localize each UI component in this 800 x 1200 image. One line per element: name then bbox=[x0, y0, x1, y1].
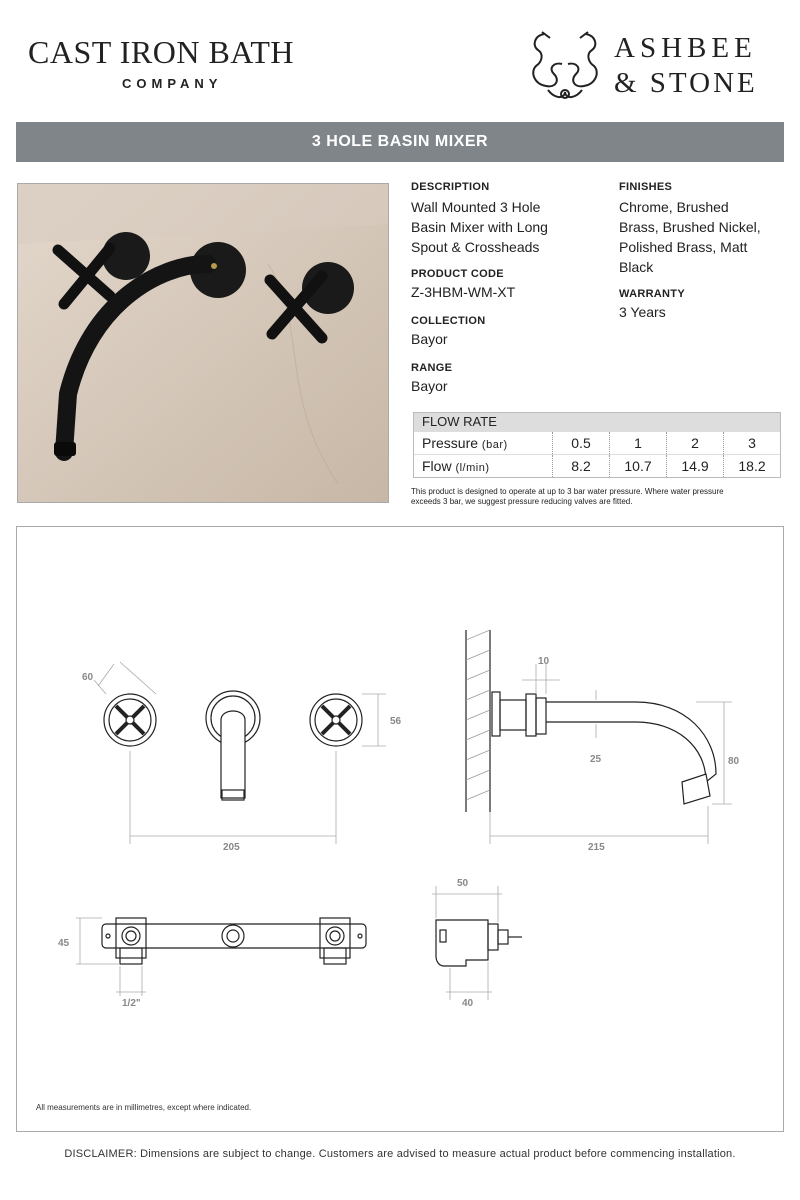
flow-rate-note bbox=[411, 487, 791, 507]
disclaimer-text: DISCLAIMER: Dimensions are subject to change. Customers are advised to measure actual product before commencing installation. bbox=[64, 1148, 736, 1160]
flow-label: Flow bbox=[422, 458, 452, 474]
pressure-unit: (bar) bbox=[481, 439, 508, 451]
measurement-note: All measurements are in millimetres, except where indicated. bbox=[36, 1103, 252, 1112]
flow-value: 18.2 bbox=[723, 455, 780, 477]
warranty-block bbox=[619, 288, 685, 322]
pressure-label-cell bbox=[414, 432, 552, 454]
collection-value: Bayor bbox=[411, 331, 448, 347]
description-label: DESCRIPTION bbox=[411, 181, 490, 193]
finishes-label: FINISHES bbox=[619, 181, 673, 193]
product-code-block bbox=[411, 268, 515, 302]
product-title-bar: 3 HOLE BASIN MIXER bbox=[16, 122, 784, 162]
description-line-1: Wall Mounted 3 Hole bbox=[411, 199, 541, 215]
collection-block bbox=[411, 315, 486, 349]
pressure-label: Pressure bbox=[422, 435, 479, 451]
flow-rate-table bbox=[413, 412, 781, 478]
brand-title-left: CAST IRON BATH bbox=[28, 34, 294, 70]
dim-handle-diameter: 60 bbox=[82, 672, 94, 683]
flow-label-cell bbox=[414, 455, 552, 477]
pressure-value: 3 bbox=[723, 432, 780, 454]
range-block bbox=[411, 362, 452, 396]
pressure-value: 1 bbox=[609, 432, 666, 454]
range-label: RANGE bbox=[411, 362, 453, 374]
flow-value: 14.9 bbox=[666, 455, 723, 477]
brand-title-right-line2: & STONE bbox=[614, 67, 758, 99]
dim-body-inner: 40 bbox=[462, 998, 474, 1009]
product-code-label: PRODUCT CODE bbox=[411, 268, 504, 280]
finishes-line-4: Black bbox=[619, 259, 654, 275]
collection-label: COLLECTION bbox=[411, 315, 486, 327]
pressure-value: 0.5 bbox=[552, 432, 609, 454]
flow-note-line-2: exceeds 3 bar, we suggest pressure reducing valves are fitted. bbox=[411, 497, 633, 506]
dim-inlet-size: 1/2" bbox=[122, 998, 141, 1009]
dim-body-depth: 50 bbox=[457, 878, 469, 889]
flow-value: 10.7 bbox=[609, 455, 666, 477]
dim-spout-projection: 215 bbox=[588, 842, 605, 853]
description-line-2: Basin Mixer with Long bbox=[411, 219, 548, 235]
technical-drawing bbox=[16, 526, 784, 1132]
warranty-value: 3 Years bbox=[619, 304, 666, 320]
dim-spout-drop: 80 bbox=[728, 756, 740, 767]
dim-body-height: 45 bbox=[58, 938, 70, 949]
brand-title-right-line1: ASHBEE bbox=[614, 32, 757, 64]
brand-subtitle-left: COMPANY bbox=[122, 76, 223, 91]
pressure-row bbox=[414, 431, 780, 454]
flow-rate-heading: FLOW RATE bbox=[414, 413, 780, 431]
seahorse-logo-icon bbox=[524, 28, 606, 104]
description-block bbox=[411, 181, 601, 257]
dim-plate-depth: 10 bbox=[538, 656, 550, 667]
flow-value: 8.2 bbox=[552, 455, 609, 477]
description-line-3: Spout & Crossheads bbox=[411, 239, 540, 255]
dim-handle-height: 56 bbox=[390, 716, 402, 727]
finishes-block bbox=[619, 181, 794, 277]
finishes-line-1: Chrome, Brushed bbox=[619, 199, 729, 215]
product-code: Z-3HBM-WM-XT bbox=[411, 284, 516, 300]
flow-note-line-1: This product is designed to operate at up to 3 bar water pressure. Where water pressure bbox=[411, 487, 724, 496]
finishes-line-2: Brass, Brushed Nickel, bbox=[619, 219, 761, 235]
dim-centres: 205 bbox=[223, 842, 240, 853]
warranty-label: WARRANTY bbox=[619, 288, 685, 300]
finishes-line-3: Polished Brass, Matt bbox=[619, 239, 748, 255]
dim-spout-diameter: 25 bbox=[590, 754, 602, 765]
pressure-value: 2 bbox=[666, 432, 723, 454]
range-value: Bayor bbox=[411, 378, 448, 394]
product-photo bbox=[17, 183, 389, 503]
flow-row bbox=[414, 454, 780, 477]
flow-unit: (l/min) bbox=[455, 462, 490, 474]
